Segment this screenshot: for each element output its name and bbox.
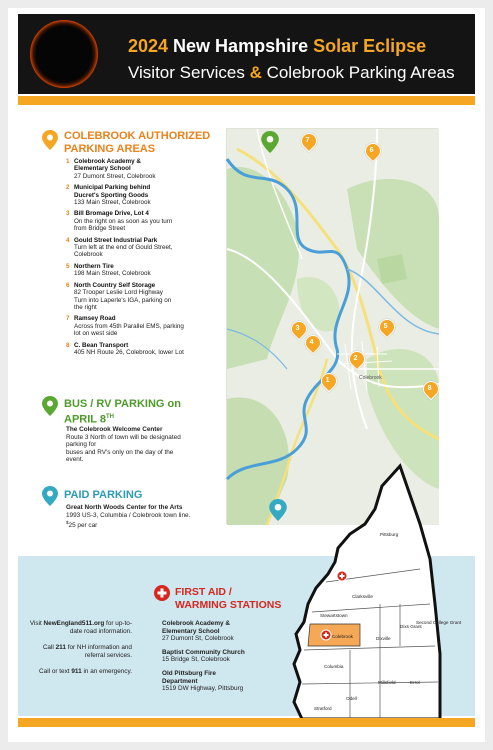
info-emergency-pre: Call or text [39, 668, 72, 675]
parking-detail: lot on west side [74, 330, 118, 338]
flyer-page [8, 8, 485, 742]
paid-price-text: 25 per car [68, 522, 98, 530]
first-aid-station [162, 620, 282, 643]
info-emergency-post: in an emergency. [81, 668, 132, 675]
station-address: 15 Bridge St, Colebrook [162, 656, 230, 664]
parking-list-item [66, 263, 226, 278]
parking-name: North Country Self Storage [74, 281, 156, 289]
parking-detail: On the right on as soon as you turn [74, 217, 173, 225]
teal-pin-icon [42, 486, 58, 506]
bus-details [66, 426, 226, 464]
title-year: 2024 [128, 36, 169, 56]
paid-location-name: Great North Woods Center for the Arts [66, 504, 183, 511]
info-emergency-number: 911 [71, 668, 82, 675]
parking-list-item [66, 210, 226, 232]
parking-detail: 198 Main Street, Colebrook [74, 270, 151, 278]
paid-address: 1993 US-3, Columbia / Colebrook town line. [66, 511, 191, 519]
map-green-pin-icon [261, 131, 279, 153]
parking-name: Bill Bromage Drive, Lot 4 [74, 210, 149, 218]
parking-name: Ramsey Road [74, 315, 116, 323]
map-marker-number: 8 [427, 384, 432, 392]
parking-detail: from Bridge Street [74, 225, 126, 233]
station-name: Colebrook Academy & [162, 620, 230, 627]
info-visit-post: for up-to-date road information. [69, 620, 132, 635]
info-emergency [28, 668, 132, 676]
town-label: Stewartstown [320, 613, 348, 618]
green-pin-icon [42, 396, 58, 416]
bus-heading-sup: TH [105, 414, 114, 420]
bus-line: Route 3 North of town will be designated [66, 433, 181, 441]
map-marker-number: 6 [369, 146, 374, 154]
paid-price-sup: $ [66, 520, 69, 526]
parking-number: 7 [66, 315, 70, 323]
paid-heading: PAID PARKING [64, 489, 143, 501]
info-visit-pre: Visit [29, 620, 44, 627]
parking-name: Northern Tire [74, 262, 114, 270]
bus-line: buses and RV's only on the day of the [66, 448, 174, 456]
parking-number: 8 [66, 341, 70, 349]
bus-heading [64, 398, 181, 427]
town-label: Clarksville [352, 594, 373, 599]
subtitle-part-a: Visitor Services [128, 63, 250, 82]
bus-line: parking for [66, 441, 97, 449]
parking-detail: Colebrook [74, 251, 103, 259]
parking-name: C. Bean Transport [74, 341, 129, 349]
parking-number: 5 [66, 262, 70, 270]
first-aid-heading-line1: FIRST AID / [175, 586, 232, 598]
first-aid-station [162, 649, 282, 664]
parking-name: Ducret's Sporting Goods [74, 191, 149, 199]
bottom-accent-band [18, 718, 475, 727]
station-address: 1519 DW Highway, Pittsburg [162, 685, 244, 693]
map-town-label: Colebrook [359, 375, 382, 381]
parking-name: Municipal Parking behind [74, 184, 151, 192]
first-aid-icon [154, 585, 170, 601]
map-marker-number: 5 [383, 322, 388, 330]
town-label: Dixville [376, 636, 391, 641]
parking-detail: Across from 45th Parallel EMS, parking [74, 322, 184, 330]
station-name: Old Pittsburg Fire [162, 669, 216, 677]
parking-list-item [66, 342, 226, 357]
town-label: Errol [410, 680, 420, 685]
parking-list-item [66, 158, 226, 180]
station-name: Elementary School [162, 627, 220, 635]
parking-heading-line1: COLEBROOK AUTHORIZED [64, 130, 211, 142]
info-call-number: 211 [55, 644, 66, 651]
map-marker-number: 4 [309, 338, 314, 346]
town-label: Columbia [324, 664, 344, 669]
station-address: 27 Dumont St, Colebrook [162, 635, 234, 643]
parking-detail: Turn left at the end of Gould Street, [74, 244, 173, 252]
map-marker-number: 3 [295, 324, 300, 332]
page-title [128, 36, 426, 57]
parking-number: 6 [66, 281, 70, 289]
parking-name: Gould Street Industrial Park [74, 236, 158, 244]
title-state: New Hampshire [168, 36, 314, 56]
road-info-link[interactable]: NewEngland511.org [43, 620, 105, 627]
bus-heading-line2 [64, 411, 181, 427]
map-marker-number: 1 [325, 376, 330, 384]
bus-heading-date: APRIL 8 [64, 413, 106, 426]
parking-list-item [66, 282, 226, 312]
town-label: Stratford [314, 706, 332, 711]
parking-list-item [66, 237, 226, 259]
info-call-pre: Call [42, 644, 56, 651]
eclipse-icon [30, 20, 98, 88]
parking-number: 2 [66, 184, 70, 192]
town-label: Second College Grant [416, 620, 462, 625]
station-name: Baptist Community Church [162, 648, 245, 656]
parking-number: 3 [66, 210, 70, 218]
region-map [280, 464, 462, 724]
header-banner [18, 14, 475, 94]
first-aid-heading-line2: WARMING STATIONS [175, 599, 282, 611]
parking-detail: Turn into Laperle's IGA, parking on [74, 296, 172, 304]
town-label: Odell [346, 696, 357, 701]
first-aid-heading [175, 586, 281, 612]
page-subtitle [128, 63, 455, 83]
map-marker-number: 7 [305, 136, 310, 144]
orange-pin-icon [42, 130, 58, 150]
info-call-post: for NH information and referral services. [65, 644, 132, 659]
bus-heading-line1: BUS / RV PARKING on [64, 398, 181, 410]
parking-heading-line2: PARKING AREAS [64, 143, 156, 155]
parking-detail: the right [74, 303, 97, 311]
parking-name: Elementary School [74, 165, 131, 173]
parking-detail: 405 NH Route 26, Colebrook, lower Lot [74, 348, 184, 356]
contact-info [28, 620, 132, 684]
parking-detail: 133 Main Street, Colebrook [74, 199, 151, 207]
town-label: Dixs Grant [400, 624, 422, 629]
parking-list-item [66, 184, 226, 206]
parking-list [66, 158, 226, 360]
paid-price [66, 519, 236, 530]
town-label: Millsfield [378, 680, 396, 685]
paid-details [66, 504, 236, 530]
parking-number: 1 [66, 158, 70, 165]
parking-detail: 27 Dumont Street, Colebrook [74, 172, 156, 180]
parking-detail: 82 Trooper Leslie Lord Highway [74, 289, 163, 297]
subtitle-ampersand: & [249, 63, 262, 82]
region-first-aid-marker [321, 630, 331, 640]
info-visit [28, 620, 132, 636]
map-marker-number: 2 [353, 354, 358, 362]
town-label: Colebrook [332, 634, 353, 639]
bus-location-name: The Colebrook Welcome Center [66, 426, 163, 433]
first-aid-station [162, 670, 282, 693]
subtitle-part-b: Colebrook Parking Areas [261, 63, 455, 82]
parking-number: 4 [66, 236, 70, 244]
town-label: Pittsburg [380, 532, 399, 537]
info-call [28, 644, 132, 660]
parking-heading [64, 130, 210, 156]
parking-name: Colebrook Academy & [74, 158, 141, 165]
region-first-aid-marker [337, 571, 347, 581]
top-accent-band [18, 96, 475, 105]
title-event: Solar Eclipse [313, 36, 427, 56]
station-name: Department [162, 677, 198, 685]
parking-list-item [66, 315, 226, 337]
bus-line: event. [66, 456, 84, 464]
first-aid-list [162, 620, 282, 699]
